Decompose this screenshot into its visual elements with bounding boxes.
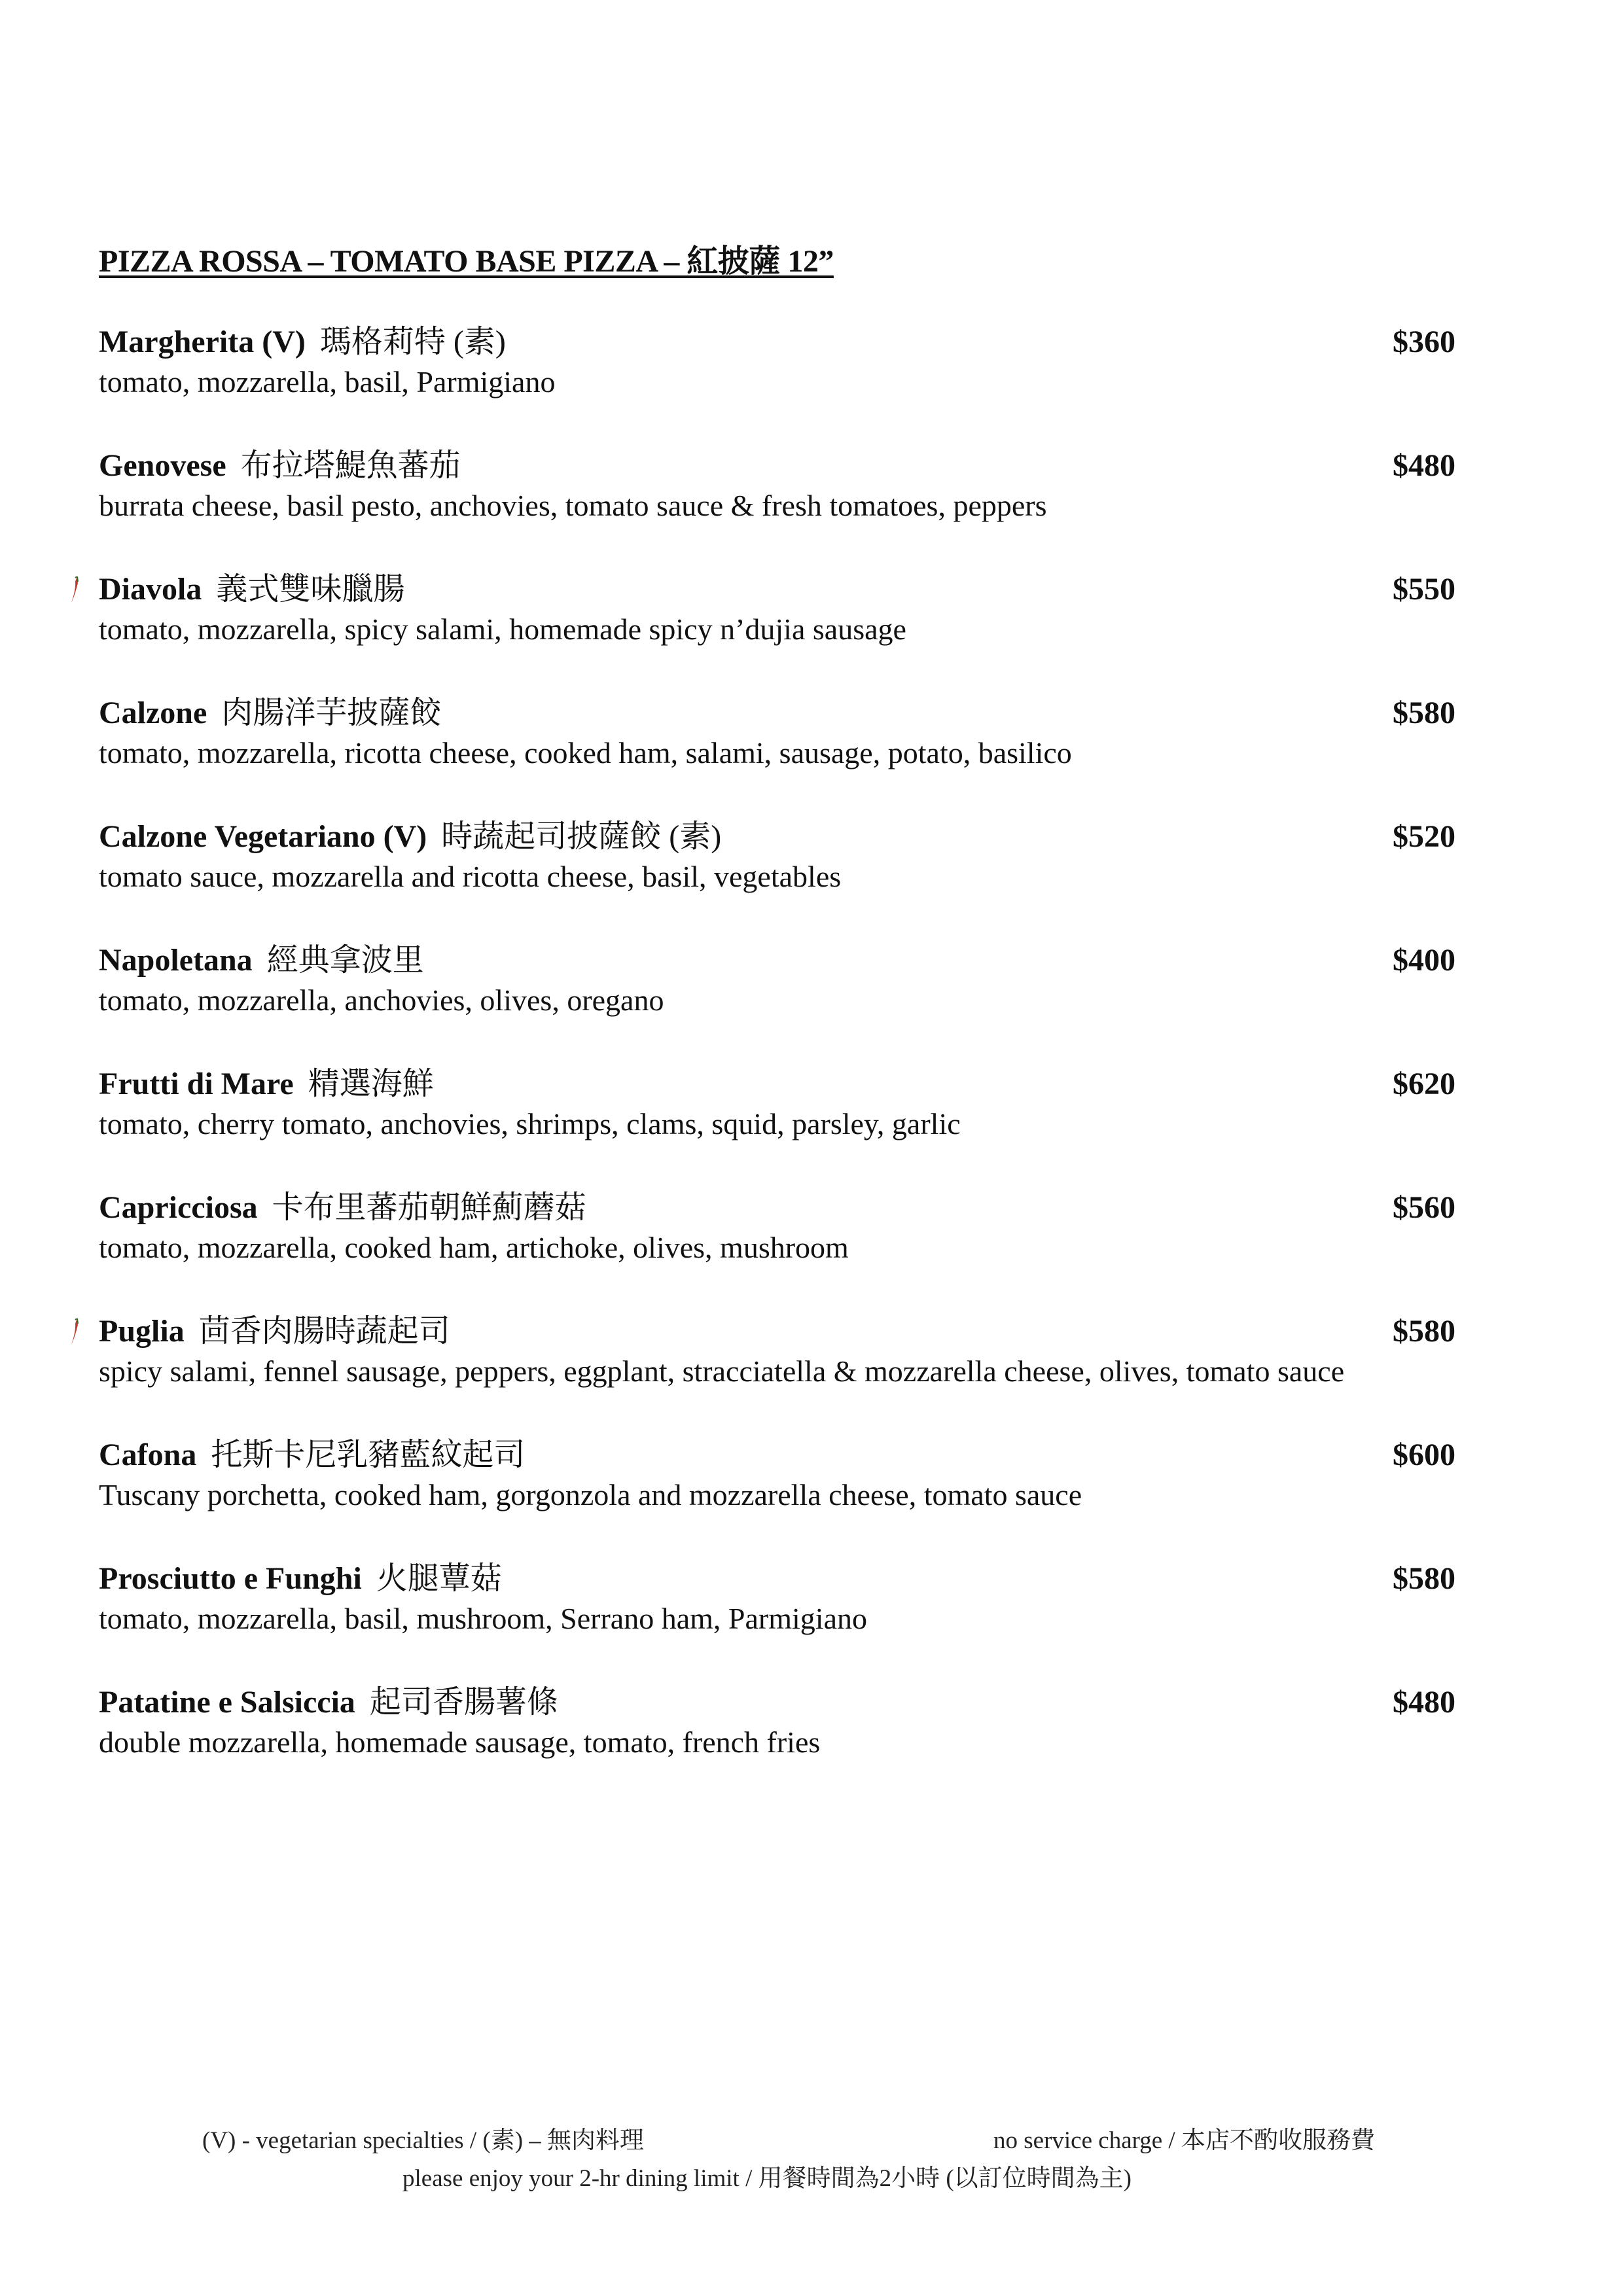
menu-item [99, 941, 1455, 1033]
item-name-zh: 卡布里蕃茄朝鮮薊蘑菇 [272, 1190, 586, 1225]
item-description: tomato, cherry tomato, anchovies, shrimps, clams, squid, parsley, garlic [99, 1107, 961, 1140]
item-name-zh: 茴香肉腸時蔬起司 [198, 1314, 450, 1349]
item-description: tomato, mozzarella, basil, Parmigiano [99, 365, 556, 398]
item-name-line [99, 694, 1455, 733]
item-description: tomato, mozzarella, basil, mushroom, Serrano ham, Parmigiano [99, 1602, 867, 1635]
item-name-line [99, 1188, 1455, 1227]
menu-item [99, 1188, 1455, 1280]
menu-item [99, 323, 1455, 414]
item-name-line [99, 1436, 1455, 1475]
item-name: Margherita (V) [99, 325, 306, 359]
item-description: tomato, mozzarella, anchovies, olives, oregano [99, 983, 664, 1017]
item-description: burrata cheese, basil pesto, anchovies, tomato sauce & fresh tomatoes, peppers [99, 489, 1047, 522]
item-price: $480 [1393, 1685, 1455, 1720]
item-description: tomato, mozzarella, spicy salami, homemade spicy n’dujia sausage [99, 612, 906, 646]
item-price: $400 [1393, 943, 1455, 978]
item-price: $360 [1393, 325, 1455, 359]
item-description: double mozzarella, homemade sausage, tomato, french fries [99, 1725, 821, 1759]
item-description: tomato sauce, mozzarella and ricotta cheese, basil, vegetables [99, 860, 842, 893]
item-price: $550 [1393, 572, 1455, 607]
item-name-line [99, 323, 1455, 362]
menu-item [99, 1312, 1455, 1404]
item-name: Calzone Vegetariano (V) [99, 819, 427, 854]
item-price: $620 [1393, 1067, 1455, 1101]
item-description: tomato, mozzarella, cooked ham, artichoke, olives, mushroom [99, 1231, 849, 1264]
vegetarian-note: (V) - vegetarian specialties / (素) – 無肉料理 [202, 2127, 645, 2154]
item-name: Prosciutto e Funghi [99, 1561, 362, 1596]
chili-pepper-icon [67, 1318, 80, 1347]
item-price: $600 [1393, 1438, 1455, 1472]
item-description: Tuscany porchetta, cooked ham, gorgonzola and mozzarella cheese, tomato sauce [99, 1478, 1082, 1511]
item-name: Diavola [99, 572, 202, 607]
item-name-line [99, 1312, 1455, 1351]
item-name: Frutti di Mare [99, 1067, 294, 1101]
section-title: PIZZA ROSSA – TOMATO BASE PIZZA – 紅披薩 12” [99, 244, 834, 279]
item-price: $580 [1393, 1314, 1455, 1349]
service-note: no service charge / 本店不酌收服務費 [993, 2127, 1375, 2154]
item-name: Napoletana [99, 943, 253, 978]
time-note: please enjoy your 2-hr dining limit / 用餐時間為2小時 (以訂位時間為主) [402, 2165, 1132, 2192]
menu-item [99, 1436, 1455, 1527]
item-price: $480 [1393, 448, 1455, 483]
item-name-zh: 托斯卡尼乳豬藍紋起司 [211, 1438, 526, 1472]
item-name-line [99, 1065, 1455, 1104]
menu-item [99, 446, 1455, 538]
item-price: $580 [1393, 696, 1455, 730]
item-price: $520 [1393, 819, 1455, 854]
item-name: Calzone [99, 696, 207, 730]
item-name-line [99, 446, 1455, 486]
item-price: $580 [1393, 1561, 1455, 1596]
item-name-zh: 精選海鮮 [308, 1067, 434, 1101]
item-name-zh: 布拉塔鯷魚蕃茄 [240, 448, 461, 483]
item-name: Cafona [99, 1438, 197, 1472]
item-name-zh: 義式雙味臘腸 [216, 572, 405, 607]
item-name: Capricciosa [99, 1190, 258, 1225]
menu-item [99, 570, 1455, 662]
menu-item [99, 817, 1455, 909]
item-name-zh: 經典拿波里 [266, 943, 424, 978]
item-description: tomato, mozzarella, ricotta cheese, cooked ham, salami, sausage, potato, basilico [99, 736, 1072, 769]
item-description: spicy salami, fennel sausage, peppers, eggplant, stracciatella & mozzarella cheese, olives, tomato sauce [99, 1354, 1345, 1388]
item-name-zh: 時蔬起司披薩餃 (素) [441, 819, 722, 854]
item-name-line [99, 817, 1455, 857]
item-name-line [99, 570, 1455, 609]
item-name-zh: 肉腸洋芋披薩餃 [221, 696, 442, 730]
item-name-zh: 起司香腸薯條 [369, 1685, 558, 1720]
chili-pepper-icon [67, 576, 80, 605]
item-name-zh: 火腿蕈菇 [376, 1561, 502, 1596]
menu-item [99, 1683, 1455, 1775]
menu-item [99, 1559, 1455, 1651]
item-name-line [99, 1683, 1455, 1722]
item-name: Genovese [99, 448, 226, 483]
menu-item [99, 694, 1455, 785]
item-name: Puglia [99, 1314, 185, 1349]
item-price: $560 [1393, 1190, 1455, 1225]
item-name-line [99, 941, 1455, 980]
item-name-line [99, 1559, 1455, 1598]
item-name: Patatine e Salsiccia [99, 1685, 355, 1720]
item-name-zh: 瑪格莉特 (素) [319, 325, 506, 359]
menu-item [99, 1065, 1455, 1156]
